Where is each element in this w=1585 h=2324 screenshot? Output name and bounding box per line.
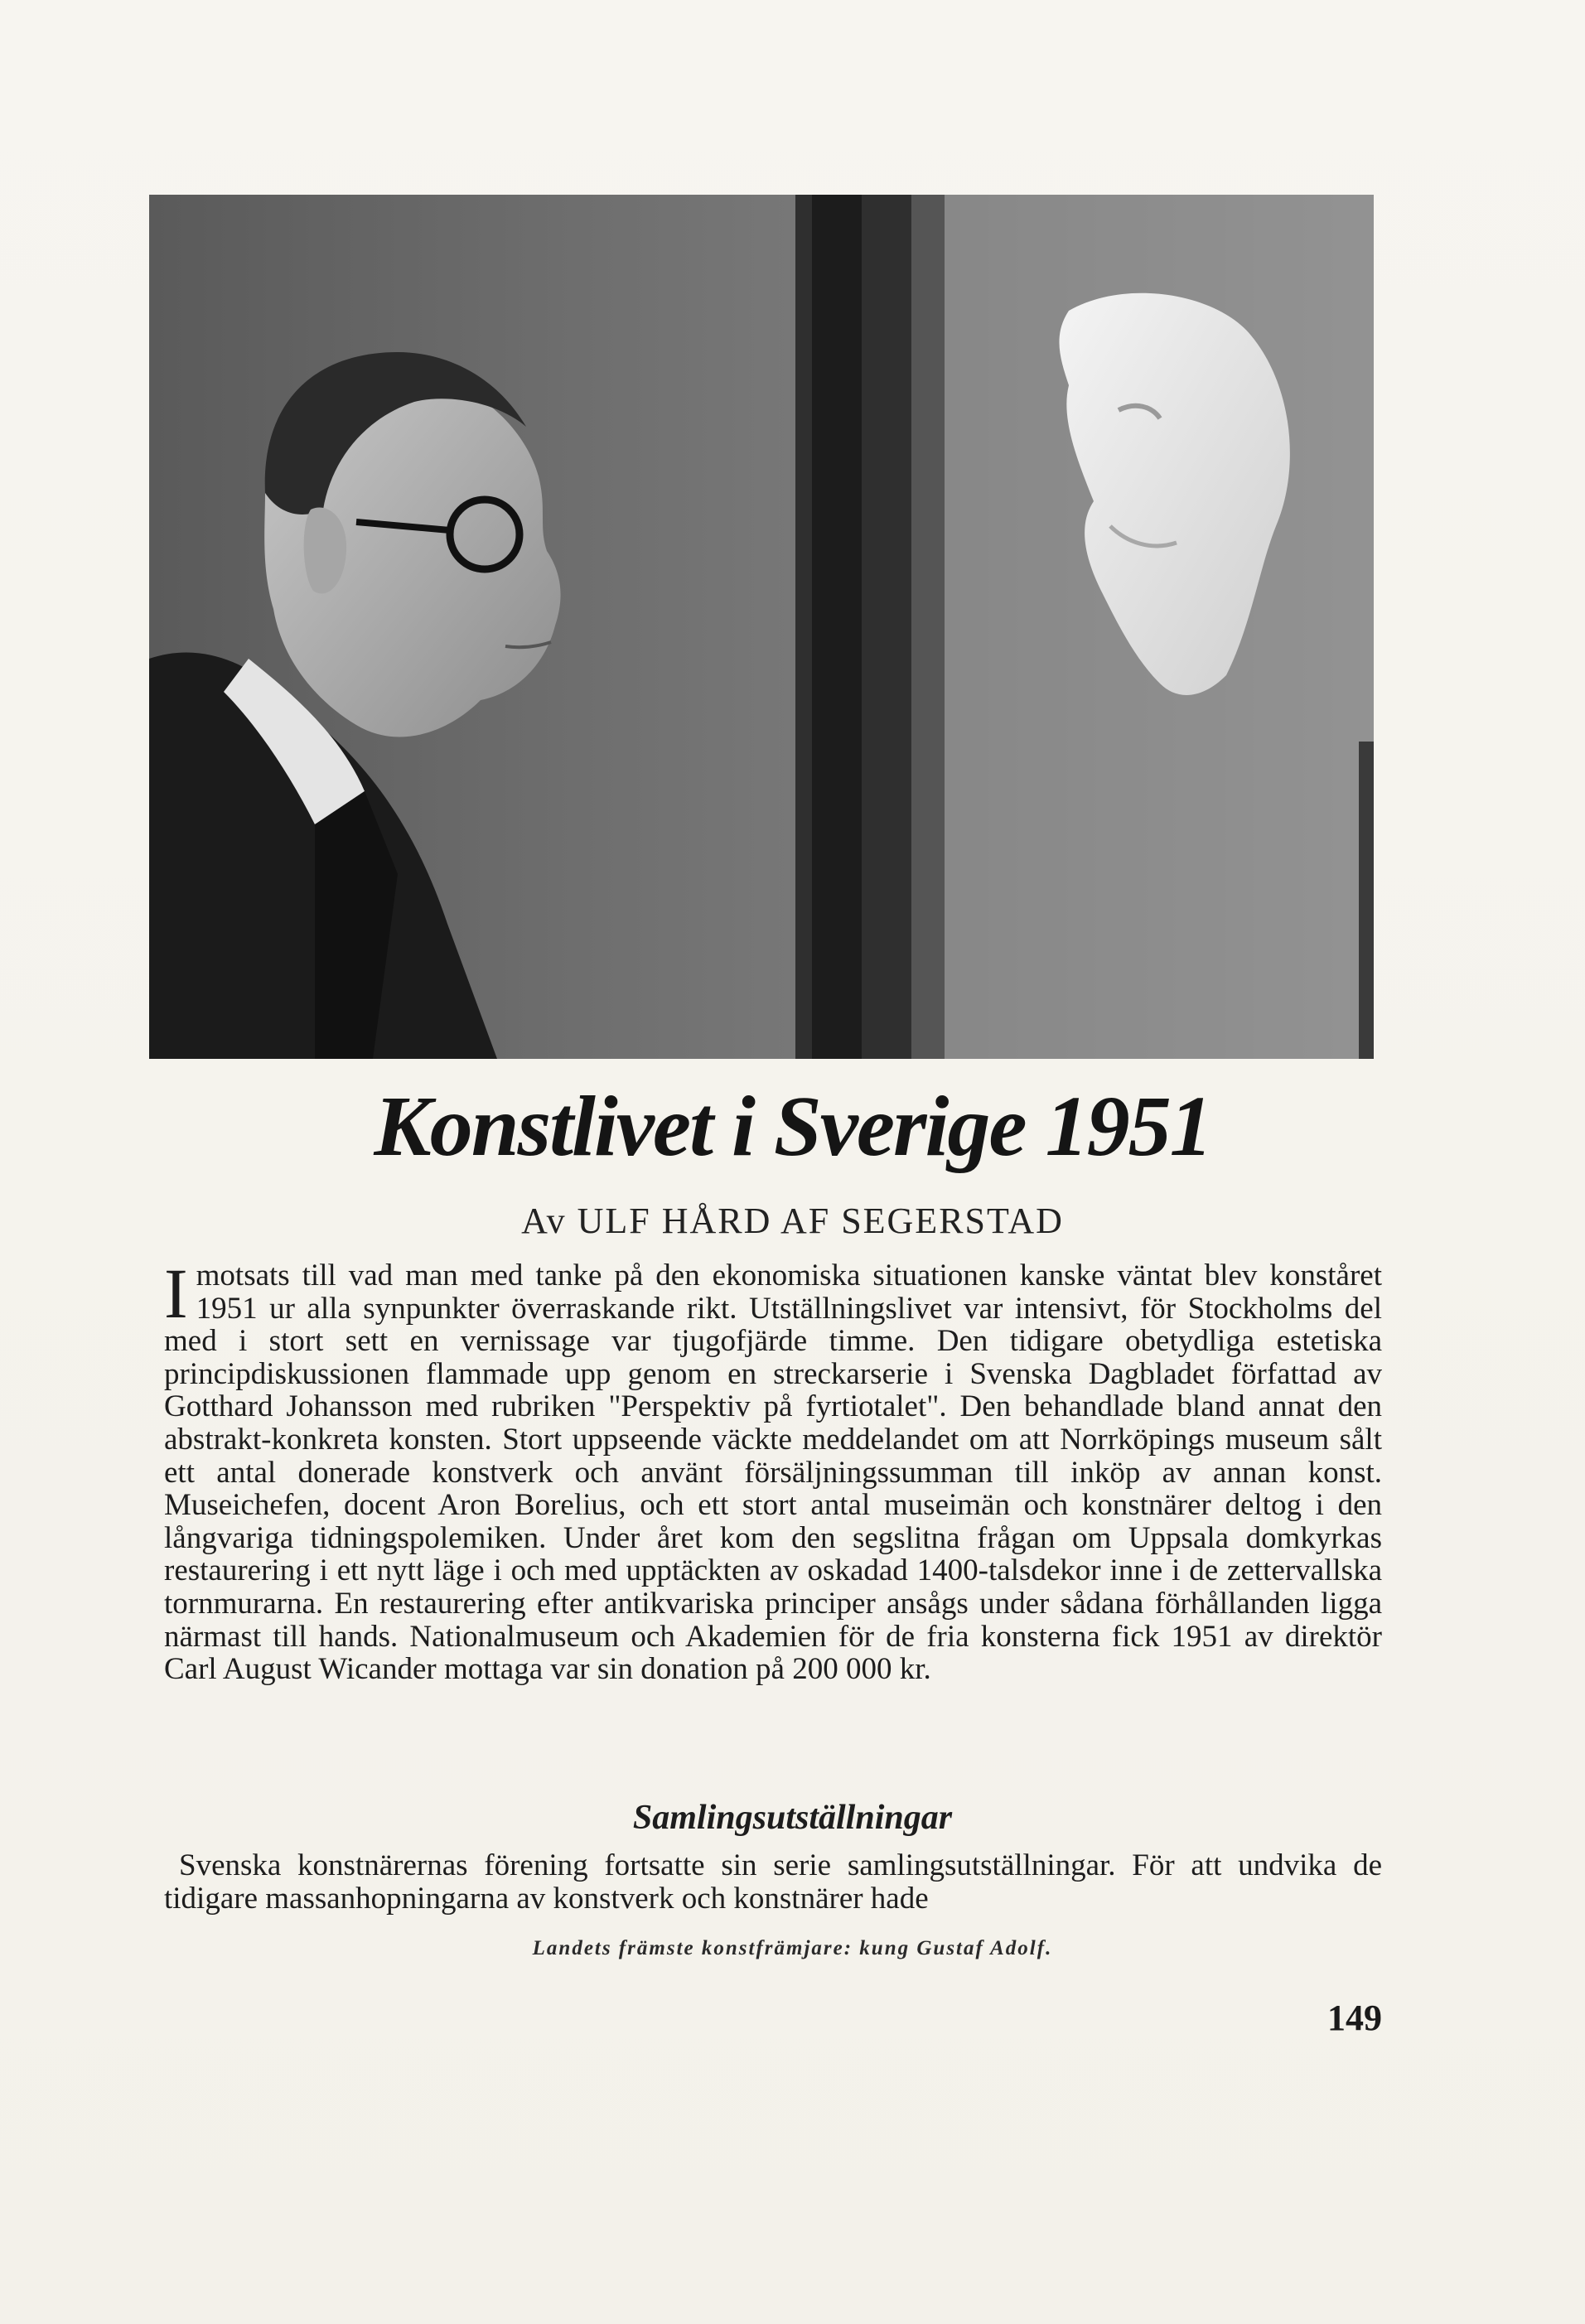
article-title: Konstlivet i Sverige 1951 [374, 1079, 1211, 1174]
section-subheading: Samlingsutställningar [632, 1799, 953, 1837]
article-paragraph-1 [164, 1254, 1382, 1687]
photograph-illustration [149, 195, 1374, 1059]
author-byline: Av ULF HÅRD AF SEGERSTAD [521, 1201, 1064, 1241]
photo-caption: Landets främste konstfrämjare: kung Gustaf Adolf. [532, 1937, 1053, 1959]
page-number: 149 [1327, 1998, 1382, 2038]
article-paragraph-2: Svenska konstnärernas förening fortsatte sin serie samlingsutställningar. För att undvika de tidigare massanhopningarna av konstverk och konstnärer hade [164, 1848, 1382, 1916]
photograph-king-with-sculpture [149, 195, 1374, 1059]
paragraph-1-text: motsats till vad man med tanke på den ekonomiska situationen kanske väntat blev konståret 1951 ur alla synpunkter överraskande rikt. Utställningslivet var intensivt, för Stockholms del med i stort sett en vernissage var tjugofjärde timme. Den tidigare obetydliga estetiska principdiskussionen flammade upp genom en streckarserie i Svenska Dagbladet författad av Gotthard Johansson med rubriken "Perspektiv på fyrtiotalet". Den behandlade bland annat den abstrakt-konkreta konsten. Stort uppseende väckte meddelandet om att Norrköpings museum sålt ett antal donerade konstverk och använt försäljningssumman till inköp av annan konst. Museichefen, docent Aron Borelius, och ett stort antal museimän och konstnärer deltog i den långvariga tidningspolemiken. Under året kom den segslitna frågan om Uppsala domkyrkas restaurering i ett nytt läge i och med upptäckten av oskadad 1400-talsdekor inne i de zettervallska tornmurarna. En restaurering efter antikvariska principer ansågs under sådana förhållanden ligga närmast till hands. Nationalmuseum och Akademien för de fria konsterna fick 1951 av direktör Carl August Wicander mottaga var sin donation på 200 000 kr. [164, 1259, 1382, 1687]
drop-cap: I [164, 1254, 188, 1333]
